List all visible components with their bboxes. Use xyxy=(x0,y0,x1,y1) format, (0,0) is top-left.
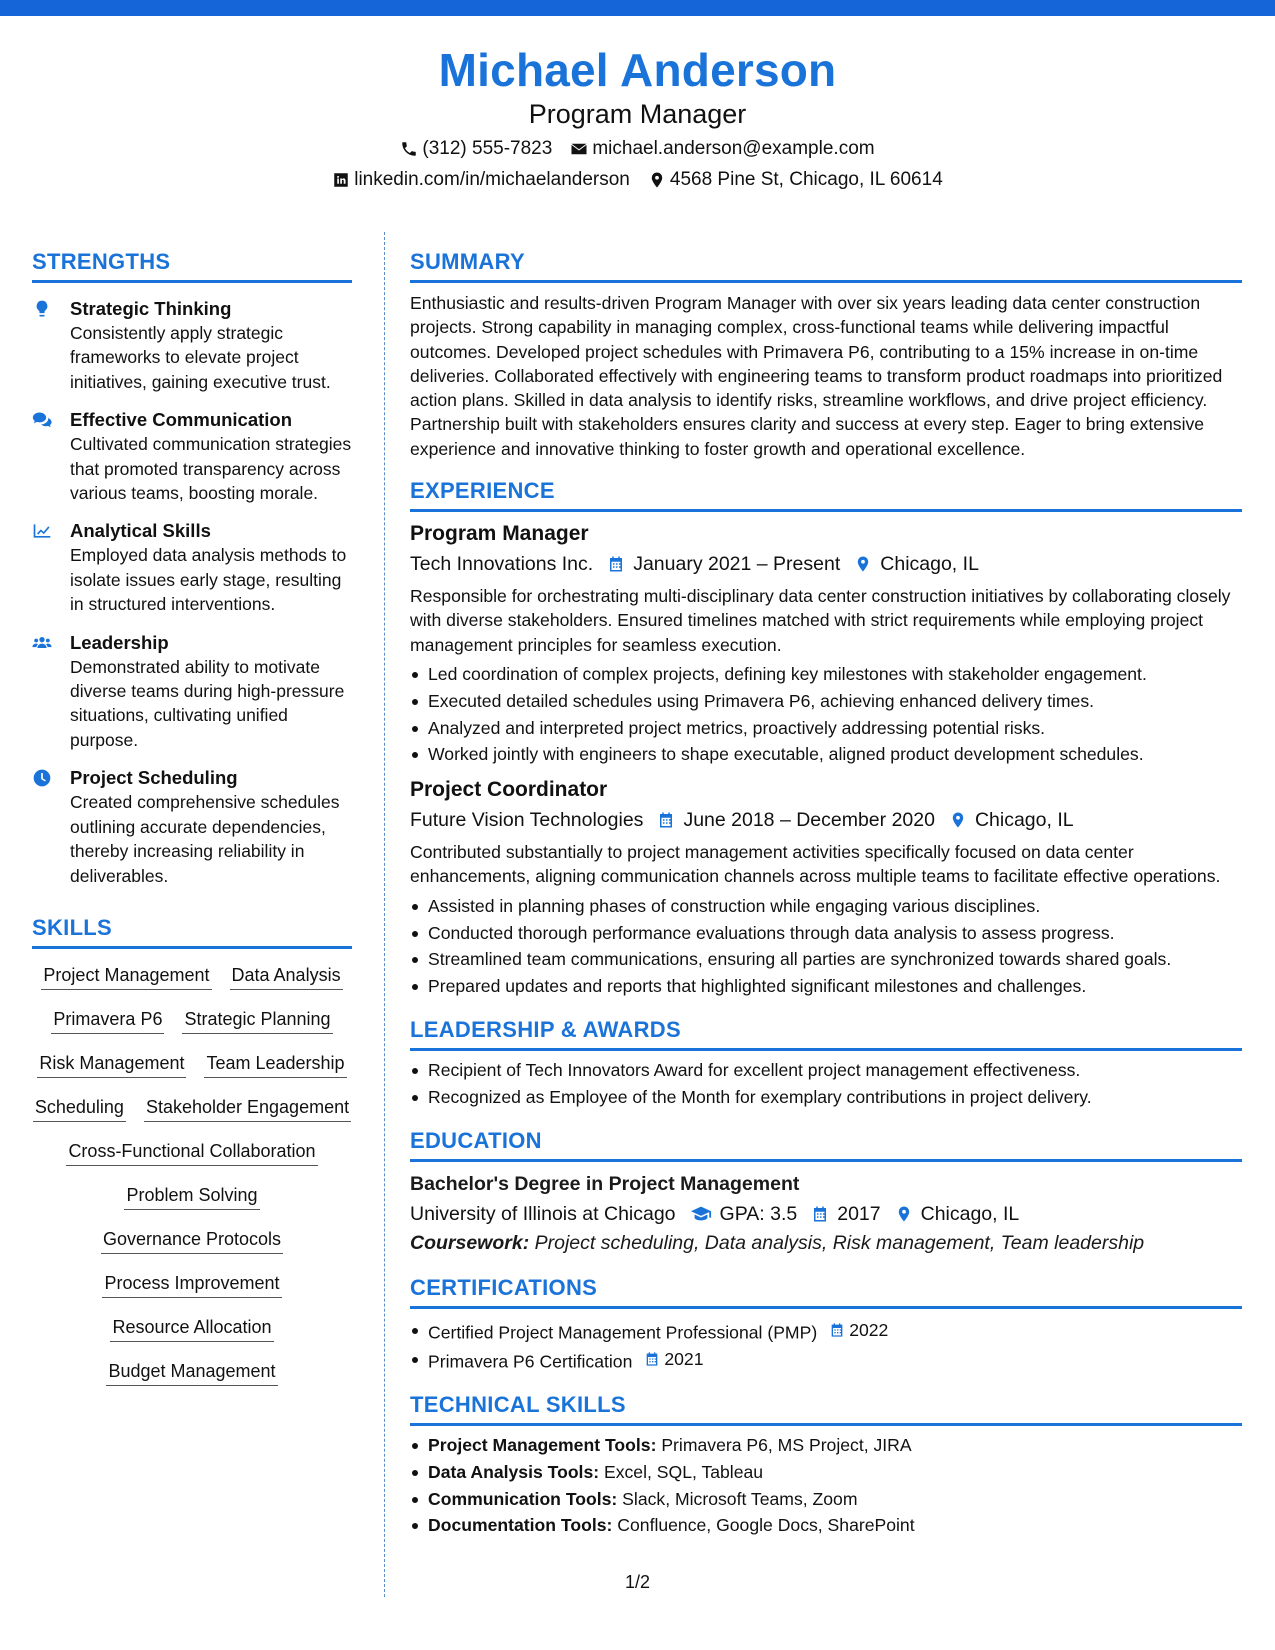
coursework-text: Project scheduling, Data analysis, Risk management, Team leadership xyxy=(529,1231,1145,1254)
list-item xyxy=(410,1486,1242,1513)
technical-skills-heading: TECHNICAL SKILLS xyxy=(410,1391,1242,1426)
strength-item xyxy=(32,297,352,394)
linkedin-contact[interactable] xyxy=(332,167,630,193)
map-pin-icon xyxy=(949,811,967,829)
job-dates: January 2021 – Present xyxy=(633,553,841,576)
map-pin-icon xyxy=(895,1205,913,1223)
contact-row-1 xyxy=(0,136,1275,162)
tech-value: Confluence, Google Docs, SharePoint xyxy=(612,1515,915,1536)
tech-label: Data Analysis Tools: xyxy=(428,1461,600,1482)
job-entry xyxy=(410,520,1242,768)
job-meta xyxy=(410,806,1242,834)
cert-year: 2022 xyxy=(849,1319,889,1340)
candidate-name: Michael Anderson xyxy=(438,44,837,96)
strengths-heading: STRENGTHS xyxy=(32,248,352,283)
map-pin-icon xyxy=(648,171,666,189)
job-entry xyxy=(410,776,1242,1000)
summary-text: Enthusiastic and results-driven Program Manager with over six years leading data center construction projects. Strong capability in managing complex, cross-functional teams while delivering impactful outcomes. Developed project schedules with Primavera P6, contributing to a 15% increase in on-time deliveries. Collaborated effectively with engineering teams to transform product roadmaps into prioritized action plans. Skilled in data analysis to identify risks, streamline workflows, and drive project efficiency. Partnership built with stakeholders ensures clarity and success at every step. Eager to bring extensive experience and innovative thinking to foster growth and operational excellence. xyxy=(410,293,1223,459)
list-item: Assisted in planning phases of construction while engaging various disciplines. xyxy=(410,893,1242,920)
education-meta xyxy=(410,1200,1242,1228)
strength-title: Leadership xyxy=(70,631,169,653)
strength-desc: Employed data analysis methods to isolate issues early stage, resulting in structured interventions. xyxy=(70,545,347,615)
skill-tag: Primavera P6 xyxy=(51,1007,164,1034)
list-item xyxy=(410,1459,1242,1486)
skills-list xyxy=(32,963,352,1386)
tech-label: Documentation Tools: xyxy=(428,1515,613,1536)
linkedin-icon xyxy=(332,171,350,189)
calendar-icon xyxy=(657,811,675,829)
calendar-icon xyxy=(811,1205,829,1223)
list-item xyxy=(410,1432,1242,1459)
clock-icon xyxy=(32,768,52,788)
right-column xyxy=(410,248,1242,1539)
education-heading: EDUCATION xyxy=(410,1127,1242,1162)
users-icon xyxy=(32,633,52,653)
awards-heading: LEADERSHIP & AWARDS xyxy=(410,1016,1242,1051)
coursework-label: Coursework: xyxy=(410,1231,530,1254)
linkedin-text[interactable]: linkedin.com/in/michaelanderson xyxy=(354,169,630,190)
candidate-title: Program Manager xyxy=(528,99,747,129)
list-item xyxy=(410,1317,1242,1346)
tech-value: Excel, SQL, Tableau xyxy=(599,1461,764,1482)
strength-desc: Cultivated communication strategies that promoted transparency across various teams, boosting morale. xyxy=(70,434,352,504)
job-description: Responsible for orchestrating multi-disciplinary data center construction initiatives by collaborating closely with diverse stakeholders. Ensured timelines matched with strict requirements while employing project management principles for seamless execution. xyxy=(410,586,1231,655)
awards-list xyxy=(410,1057,1242,1111)
certifications-heading: CERTIFICATIONS xyxy=(410,1274,1242,1309)
skill-tag: Project Management xyxy=(41,963,211,990)
list-item: Recipient of Tech Innovators Award for excellent project management effectiveness. xyxy=(410,1057,1242,1084)
chart-line-icon xyxy=(32,521,52,541)
envelope-icon xyxy=(570,140,588,158)
job-location: Chicago, IL xyxy=(880,553,979,576)
strength-item xyxy=(32,408,352,505)
calendar-icon xyxy=(829,1322,845,1338)
calendar-icon xyxy=(644,1351,660,1367)
skill-tag: Data Analysis xyxy=(230,963,343,990)
phone-icon xyxy=(400,140,418,158)
cert-name: Primavera P6 Certification xyxy=(428,1351,633,1372)
job-company: Tech Innovations Inc. xyxy=(410,553,594,576)
strength-desc: Consistently apply strategic frameworks to elevate project initiatives, gaining executive trust. xyxy=(70,323,331,392)
graduation-cap-icon xyxy=(690,1203,712,1225)
strength-item xyxy=(32,766,352,888)
education-degree: Bachelor's Degree in Project Management xyxy=(410,1172,800,1195)
tech-value: Slack, Microsoft Teams, Zoom xyxy=(617,1488,858,1509)
skills-heading: SKILLS xyxy=(32,914,352,949)
strength-item xyxy=(32,631,352,753)
certifications-list xyxy=(410,1317,1242,1375)
strength-title: Strategic Thinking xyxy=(70,298,232,319)
list-item: Streamlined team communications, ensuring all parties are synchronized towards shared goals. xyxy=(410,946,1242,973)
list-item: Prepared updates and reports that highlighted significant milestones and challenges. xyxy=(410,973,1242,1000)
job-meta xyxy=(410,550,1242,578)
comments-icon xyxy=(32,410,52,430)
list-item: Recognized as Employee of the Month for exemplary contributions in project delivery. xyxy=(410,1084,1242,1111)
contact-row-2 xyxy=(0,167,1275,193)
education-coursework xyxy=(410,1228,1242,1258)
tech-value: Primavera P6, MS Project, JIRA xyxy=(656,1434,912,1455)
job-title: Project Coordinator xyxy=(410,778,608,802)
list-item: Worked jointly with engineers to shape executable, aligned product development schedules. xyxy=(410,741,1242,768)
education-gpa: GPA: 3.5 xyxy=(719,1202,798,1225)
list-item: Conducted thorough performance evaluations through data analysis to assess progress. xyxy=(410,920,1242,947)
email-text[interactable]: michael.anderson@example.com xyxy=(592,138,875,159)
tech-label: Project Management Tools: xyxy=(428,1434,657,1455)
list-item: Executed detailed schedules using Primavera P6, achieving enhanced delivery times. xyxy=(410,688,1242,715)
job-title: Program Manager xyxy=(410,522,589,546)
skill-tag: Team Leadership xyxy=(204,1051,346,1078)
strength-title: Effective Communication xyxy=(70,409,293,431)
cert-year: 2021 xyxy=(664,1348,704,1369)
skill-tag: Problem Solving xyxy=(124,1183,259,1210)
education-year: 2017 xyxy=(837,1202,881,1225)
top-accent-bar xyxy=(0,0,1275,16)
job-dates: June 2018 – December 2020 xyxy=(683,809,935,832)
strength-title: Project Scheduling xyxy=(70,767,238,789)
skill-tag: Cross-Functional Collaboration xyxy=(66,1139,317,1166)
lightbulb-icon xyxy=(32,299,52,319)
resume-header xyxy=(0,42,1275,193)
page-number: 1/2 xyxy=(624,1572,651,1592)
email-contact[interactable] xyxy=(570,136,874,162)
education-location: Chicago, IL xyxy=(920,1202,1020,1225)
skill-tag: Risk Management xyxy=(37,1051,186,1078)
cert-name: Certified Project Management Professional (PMP) xyxy=(428,1321,818,1342)
skill-tag: Scheduling xyxy=(33,1095,126,1122)
left-column xyxy=(32,248,352,1386)
address-text: 4568 Pine St, Chicago, IL 60614 xyxy=(669,169,943,190)
calendar-icon xyxy=(607,555,625,573)
strength-item xyxy=(32,519,352,616)
address-contact xyxy=(648,167,943,193)
skill-tag: Strategic Planning xyxy=(182,1007,332,1034)
job-bullets xyxy=(410,661,1242,768)
skill-tag: Stakeholder Engagement xyxy=(144,1095,351,1122)
skill-tag: Governance Protocols xyxy=(101,1227,283,1254)
list-item xyxy=(410,1512,1242,1539)
job-company: Future Vision Technologies xyxy=(410,809,644,832)
experience-heading: EXPERIENCE xyxy=(410,477,1242,512)
phone-contact xyxy=(400,136,552,162)
tech-label: Communication Tools: xyxy=(428,1488,618,1509)
skill-tag: Resource Allocation xyxy=(110,1315,273,1342)
strength-desc: Created comprehensive schedules outlining accurate dependencies, thereby increasing reliability in deliverables. xyxy=(70,792,340,886)
skill-tag: Budget Management xyxy=(106,1359,277,1386)
job-location: Chicago, IL xyxy=(974,809,1074,832)
list-item: Analyzed and interpreted project metrics, proactively addressing potential risks. xyxy=(410,715,1242,742)
list-item xyxy=(410,1346,1242,1375)
technical-skills-list xyxy=(410,1432,1242,1539)
column-divider xyxy=(384,232,385,1597)
summary-heading: SUMMARY xyxy=(410,248,1242,283)
strength-title: Analytical Skills xyxy=(70,520,211,542)
list-item: Led coordination of complex projects, defining key milestones with stakeholder engagement. xyxy=(410,661,1242,688)
job-bullets xyxy=(410,893,1242,1000)
job-description: Contributed substantially to project management activities specifically focused on data center enhancements, aligning communication channels across multiple teams to facilitate effective operations. xyxy=(410,842,1221,887)
strength-desc: Demonstrated ability to motivate diverse teams during high-pressure situations, cultivating unified purpose. xyxy=(70,656,345,750)
skill-tag: Process Improvement xyxy=(102,1271,281,1298)
map-pin-icon xyxy=(854,555,872,573)
phone-text: (312) 555-7823 xyxy=(422,138,553,159)
education-school: University of Illinois at Chicago xyxy=(410,1202,676,1225)
